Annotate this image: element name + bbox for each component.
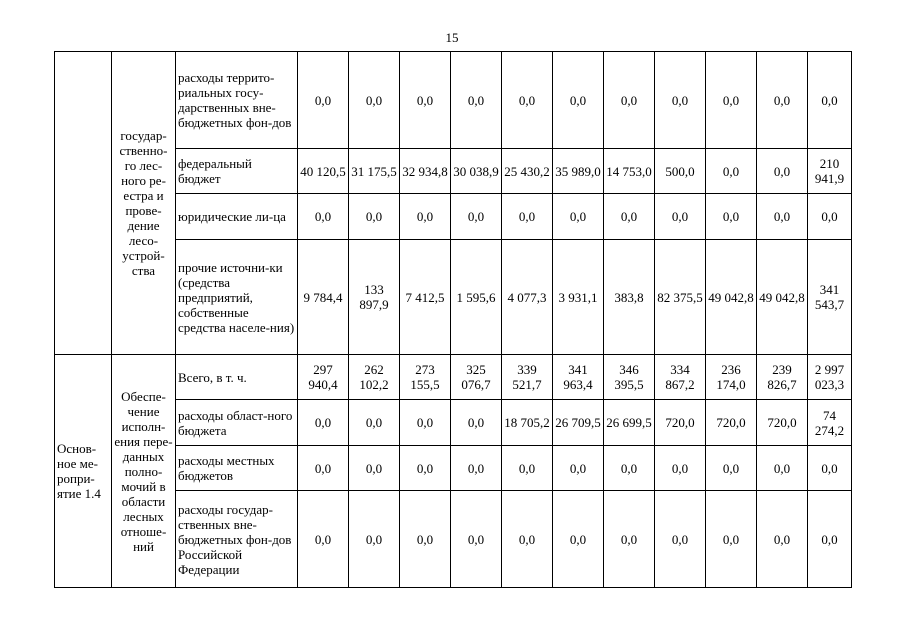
value-cell: 720,0	[706, 400, 757, 446]
table-row	[55, 52, 852, 149]
value-cell: 0,0	[604, 52, 655, 149]
value-cell: 0,0	[706, 149, 757, 194]
value-cell: 7 412,5	[400, 240, 451, 355]
value-cell: 0,0	[349, 491, 400, 588]
value-cell: 0,0	[400, 194, 451, 240]
activity-name-cell: Основ-ное ме-ропри-ятие 1.4	[55, 355, 112, 588]
value-cell: 0,0	[706, 491, 757, 588]
value-cell: 82 375,5	[655, 240, 706, 355]
value-cell: 0,0	[502, 194, 553, 240]
value-cell: 0,0	[502, 52, 553, 149]
value-cell: 346 395,5	[604, 355, 655, 400]
value-cell: 14 753,0	[604, 149, 655, 194]
value-cell: 341 543,7	[808, 240, 852, 355]
funding-source-cell: расходы государ-ственных вне-бюджетных фон-дов Российской Федерации	[176, 491, 298, 588]
value-cell: 325 076,7	[451, 355, 502, 400]
funding-source-cell: федеральный бюджет	[176, 149, 298, 194]
value-cell: 1 595,6	[451, 240, 502, 355]
value-cell: 236 174,0	[706, 355, 757, 400]
value-cell: 0,0	[451, 491, 502, 588]
value-cell: 0,0	[349, 400, 400, 446]
value-cell: 31 175,5	[349, 149, 400, 194]
value-cell: 0,0	[757, 491, 808, 588]
value-cell: 9 784,4	[298, 240, 349, 355]
value-cell: 339 521,7	[502, 355, 553, 400]
value-cell: 25 430,2	[502, 149, 553, 194]
value-cell: 0,0	[451, 400, 502, 446]
value-cell: 18 705,2	[502, 400, 553, 446]
value-cell: 0,0	[808, 446, 852, 491]
value-cell: 0,0	[655, 52, 706, 149]
value-cell: 49 042,8	[706, 240, 757, 355]
value-cell: 0,0	[706, 194, 757, 240]
value-cell: 210 941,9	[808, 149, 852, 194]
value-cell: 4 077,3	[502, 240, 553, 355]
value-cell: 0,0	[808, 52, 852, 149]
value-cell: 0,0	[757, 149, 808, 194]
value-cell: 0,0	[349, 194, 400, 240]
value-cell: 40 120,5	[298, 149, 349, 194]
value-cell: 0,0	[400, 52, 451, 149]
value-cell: 0,0	[604, 194, 655, 240]
funding-source-cell: прочие источни-ки (средства предприятий, собственные средства населе-ния)	[176, 240, 298, 355]
value-cell: 0,0	[502, 446, 553, 491]
value-cell: 262 102,2	[349, 355, 400, 400]
funding-source-cell: Всего, в т. ч.	[176, 355, 298, 400]
activity-name-cell	[55, 52, 112, 355]
value-cell: 0,0	[553, 52, 604, 149]
activity-description-cell: государ-ственно-го лес-ного ре-естра и прове-дение лесо-устрой-ства	[112, 52, 176, 355]
value-cell: 0,0	[553, 446, 604, 491]
funding-source-cell: расходы террито-риальных госу-дарственных вне-бюджетных фон-дов	[176, 52, 298, 149]
value-cell: 49 042,8	[757, 240, 808, 355]
value-cell: 0,0	[757, 194, 808, 240]
value-cell: 0,0	[451, 194, 502, 240]
value-cell: 0,0	[553, 491, 604, 588]
value-cell: 341 963,4	[553, 355, 604, 400]
value-cell: 30 038,9	[451, 149, 502, 194]
value-cell: 0,0	[706, 446, 757, 491]
value-cell: 334 867,2	[655, 355, 706, 400]
funding-source-cell: расходы област-ного бюджета	[176, 400, 298, 446]
value-cell: 2 997 023,3	[808, 355, 852, 400]
value-cell: 0,0	[655, 491, 706, 588]
value-cell: 32 934,8	[400, 149, 451, 194]
funding-source-cell: юридические ли-ца	[176, 194, 298, 240]
value-cell: 500,0	[655, 149, 706, 194]
table-row	[55, 355, 852, 400]
value-cell: 0,0	[298, 194, 349, 240]
value-cell: 0,0	[655, 446, 706, 491]
value-cell: 0,0	[349, 446, 400, 491]
budget-table	[54, 51, 852, 588]
value-cell: 0,0	[502, 491, 553, 588]
value-cell: 3 931,1	[553, 240, 604, 355]
value-cell: 0,0	[298, 491, 349, 588]
value-cell: 26 709,5	[553, 400, 604, 446]
value-cell: 0,0	[400, 491, 451, 588]
value-cell: 720,0	[757, 400, 808, 446]
activity-description-cell: Обеспе-чение исполн-ения пере-данных полно-мочий в области лесных отноше-ний	[112, 355, 176, 588]
page-number: 15	[445, 30, 459, 45]
value-cell: 0,0	[808, 194, 852, 240]
value-cell: 35 989,0	[553, 149, 604, 194]
value-cell: 0,0	[298, 400, 349, 446]
value-cell: 0,0	[451, 52, 502, 149]
table-body	[55, 52, 852, 588]
value-cell: 0,0	[298, 446, 349, 491]
value-cell: 0,0	[400, 446, 451, 491]
value-cell: 239 826,7	[757, 355, 808, 400]
funding-source-cell: расходы местных бюджетов	[176, 446, 298, 491]
value-cell: 74 274,2	[808, 400, 852, 446]
value-cell: 0,0	[757, 446, 808, 491]
value-cell: 273 155,5	[400, 355, 451, 400]
value-cell: 0,0	[757, 52, 808, 149]
value-cell: 0,0	[349, 52, 400, 149]
value-cell: 0,0	[604, 446, 655, 491]
value-cell: 0,0	[400, 400, 451, 446]
value-cell: 133 897,9	[349, 240, 400, 355]
value-cell: 0,0	[808, 491, 852, 588]
value-cell: 0,0	[298, 52, 349, 149]
value-cell: 26 699,5	[604, 400, 655, 446]
value-cell: 0,0	[604, 491, 655, 588]
value-cell: 0,0	[553, 194, 604, 240]
value-cell: 720,0	[655, 400, 706, 446]
value-cell: 0,0	[451, 446, 502, 491]
value-cell: 383,8	[604, 240, 655, 355]
value-cell: 0,0	[655, 194, 706, 240]
value-cell: 297 940,4	[298, 355, 349, 400]
value-cell: 0,0	[706, 52, 757, 149]
